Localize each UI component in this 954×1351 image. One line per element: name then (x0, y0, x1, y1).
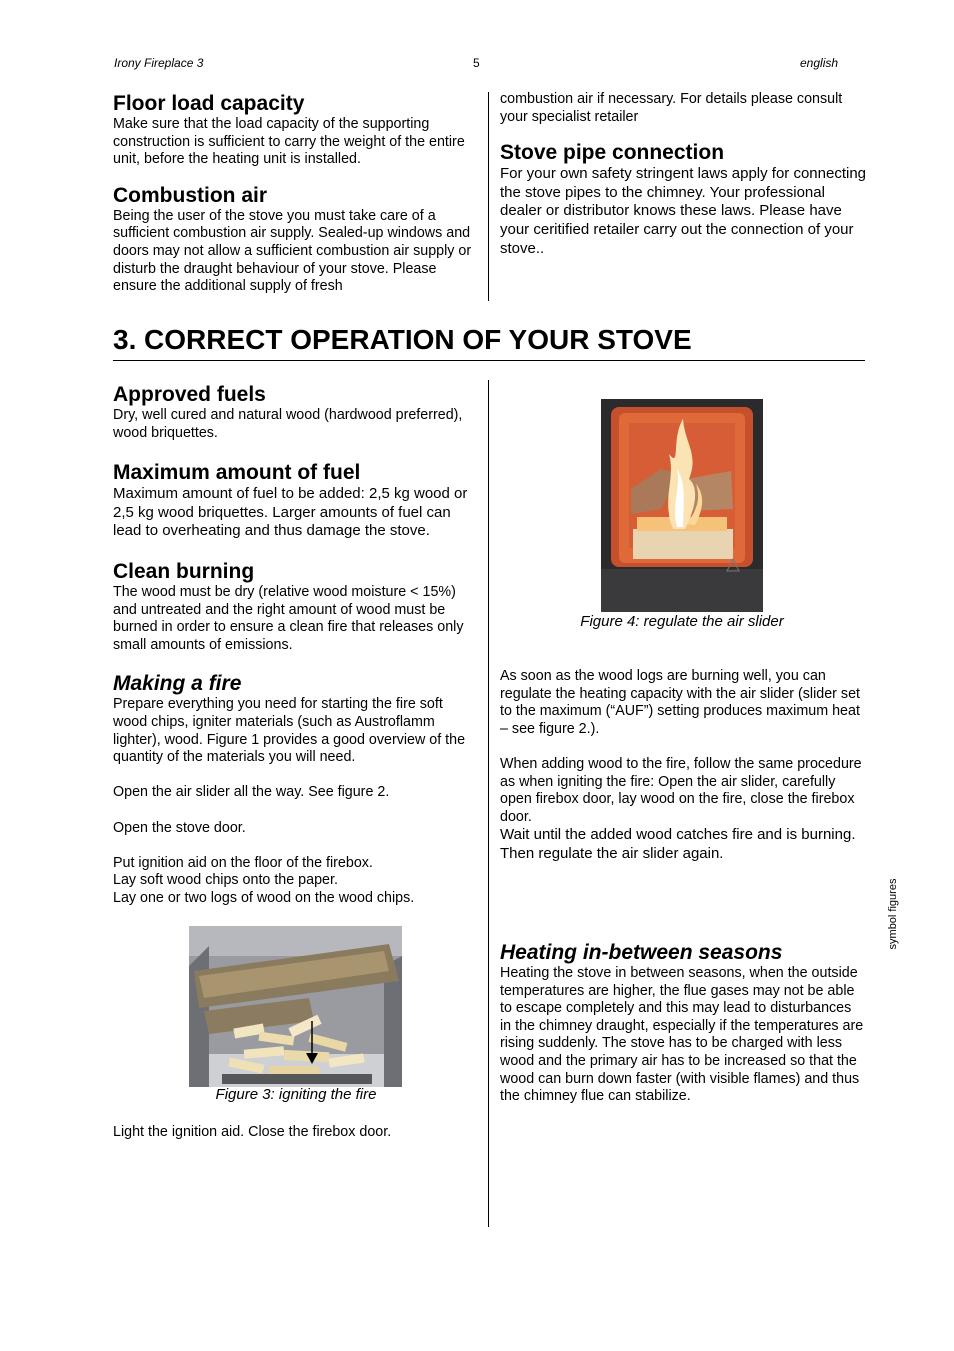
top-right-column (500, 91, 868, 258)
floor-load-text: Make sure that the load capacity of the supporting construction is sufficient to carry the weight of the entire unit, before the heating unit is installed. (113, 116, 465, 168)
step-wood-chips: Lay soft wood chips onto the paper. (113, 872, 338, 889)
making-fire-text: Prepare everything you need for starting the fire soft wood chips, igniter materials (such as Austroflamm lighter), wood. Figure 1 provides a good overview of the quantity of the materials you will need. (113, 696, 466, 766)
light-ignition-text: Light the ignition aid. Close the firebox door. (113, 1124, 392, 1140)
heating-seasons-heading: Heating in-between seasons (500, 941, 783, 964)
step-ignition-aid: Put ignition aid on the floor of the firebox. (113, 854, 373, 871)
clean-burning-text: The wood must be dry (relative wood moisture < 15%) and untreated and the right amount of wood must be burned in order to ensure a clean fire that releases only small amounts of emissions. (113, 583, 464, 653)
top-left-column (113, 92, 481, 296)
column-divider-main (488, 380, 489, 1227)
igniting-fire-photo (189, 926, 402, 1087)
section-title (113, 323, 865, 361)
stove-pipe-text: For your own safety stringent laws apply for connecting the stove pipes to the chimney. Your professional dealer or distributor knows these laws. Please have your ceritified retailer carry out the connection of your stove.. (500, 165, 867, 257)
figure-4-image (601, 399, 763, 612)
figure-3-image (189, 926, 402, 1087)
heating-section (500, 941, 866, 1106)
figure-4-caption: Figure 4: regulate the air slider (580, 613, 784, 630)
step-logs: Lay one or two logs of wood on the wood chips. (113, 889, 415, 906)
stove-fire-photo (601, 399, 763, 612)
header-document-title: Irony Fireplace 3 (114, 56, 204, 70)
adding-wood-text: When adding wood to the fire, follow the same procedure as when igniting the fire: Open the air slider, carefully open firebox door, lay wood on the fire, close the firebox door. (500, 755, 862, 825)
floor-load-heading: Floor load capacity (113, 92, 305, 115)
stove-pipe-heading: Stove pipe connection (500, 141, 725, 165)
combustion-air-heading: Combustion air (113, 183, 268, 207)
air-slider-text: As soon as the wood logs are burning well, you can regulate the heating capacity with the air slider (slider set to the maximum (“AUF”) setting produces maximum heat – see figure 2.). (500, 668, 860, 737)
header-language: english (800, 56, 839, 70)
combustion-air-text: Being the user of the stove you must take care of a sufficient combustion air supply. Sealed-up windows and doors may not allow a sufficient combustion air supply or disturb the draught behaviour of your stove. Please ensure the additional supply of fresh (113, 207, 472, 295)
clean-burning-heading: Clean burning (113, 559, 255, 583)
wait-text: Wait until the added wood catches fire and is burning. Then regulate the air slider again. (500, 826, 856, 862)
combustion-air-continued: combustion air if necessary. For details please consult your specialist retailer (500, 91, 843, 125)
heating-seasons-text: Heating the stove in between seasons, when the outside temperatures are higher, the flue gases may not be able to escape completely and this may lead to disturbances in the chimney draught, especially if the temperatures are rising suddenly. The stove has to be charged with less wood and the primary air has to be increased so that the wood can burn down faster (with visible flames) and thus the chimney flue can stabilize. (500, 965, 864, 1105)
right-column (500, 668, 866, 864)
section-number: 3. (113, 324, 137, 355)
approved-fuels-text: Dry, well cured and natural wood (hardwood preferred), wood briquettes. (113, 407, 463, 441)
column-divider-top (488, 92, 489, 301)
making-fire-heading: Making a fire (113, 672, 242, 696)
max-fuel-text: Maximum amount of fuel to be added: 2,5 kg wood or 2,5 kg wood briquettes. Larger amounts of fuel can lead to overheating and thus damage the stove. (113, 485, 468, 540)
section-title-text: CORRECT OPERATION OF YOUR STOVE (144, 324, 692, 355)
open-slider-text: Open the air slider all the way. See figure 2. (113, 784, 390, 801)
side-label-symbol-figures: symbol figures (887, 878, 899, 950)
header-page-number: 5 (473, 56, 480, 70)
figure-3-caption: Figure 3: igniting the fire (215, 1086, 377, 1103)
open-door-text: Open the stove door. (113, 819, 246, 836)
max-fuel-heading: Maximum amount of fuel (113, 461, 361, 485)
approved-fuels-heading: Approved fuels (113, 383, 266, 406)
left-column (113, 383, 479, 907)
